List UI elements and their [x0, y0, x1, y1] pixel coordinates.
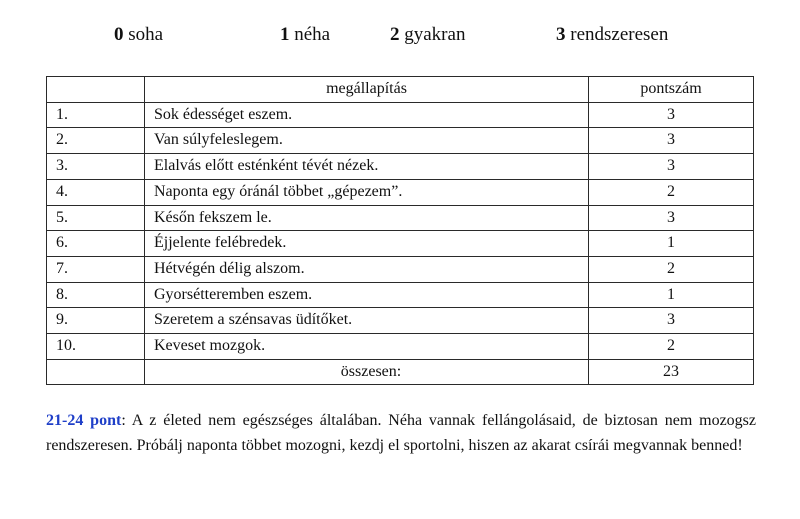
- row-statement: Van súlyfeleslegem.: [145, 128, 589, 154]
- table-row: [47, 334, 754, 360]
- column-header-score: pontszám: [589, 77, 754, 103]
- row-score: 2: [589, 256, 754, 282]
- survey-table: [46, 76, 754, 385]
- table-row: [47, 154, 754, 180]
- row-number: 5.: [47, 205, 145, 231]
- row-statement: Sok édességet eszem.: [145, 102, 589, 128]
- row-score: 2: [589, 179, 754, 205]
- row-number: 3.: [47, 154, 145, 180]
- row-score: 3: [589, 102, 754, 128]
- row-statement: Keveset mozgok.: [145, 334, 589, 360]
- row-statement: Későn fekszem le.: [145, 205, 589, 231]
- row-number: 2.: [47, 128, 145, 154]
- result-paragraph: [46, 408, 756, 458]
- row-statement: Szeretem a szénsavas üdítőket.: [145, 308, 589, 334]
- row-number: 9.: [47, 308, 145, 334]
- scale-label: néha: [294, 24, 331, 45]
- scale-number: 3: [556, 24, 566, 45]
- scale-item-0: [114, 24, 163, 46]
- result-score-range: 21-24 pont: [46, 412, 122, 429]
- scale-label: gyakran: [404, 24, 466, 45]
- total-value: 23: [589, 359, 754, 385]
- column-header-statement: megállapítás: [145, 77, 589, 103]
- table-row: [47, 102, 754, 128]
- row-statement: Naponta egy óránál többet „gépezem”.: [145, 179, 589, 205]
- scale-label: rendszeresen: [570, 24, 669, 45]
- scale-item-3: [556, 24, 668, 46]
- table-row: [47, 282, 754, 308]
- row-score: 3: [589, 205, 754, 231]
- scale-item-2: [390, 24, 465, 46]
- row-number: 8.: [47, 282, 145, 308]
- table-row: [47, 128, 754, 154]
- table-header-row: [47, 77, 754, 103]
- row-statement: Hétvégén délig alszom.: [145, 256, 589, 282]
- scale-item-1: [280, 24, 330, 46]
- row-score: 2: [589, 334, 754, 360]
- scale-number: 1: [280, 24, 290, 45]
- row-number: 10.: [47, 334, 145, 360]
- scale-number: 2: [390, 24, 400, 45]
- row-score: 1: [589, 231, 754, 257]
- total-label: összesen:: [145, 359, 589, 385]
- table-row: [47, 205, 754, 231]
- table-total-row: [47, 359, 754, 385]
- total-empty-cell: [47, 359, 145, 385]
- row-number: 4.: [47, 179, 145, 205]
- table-row: [47, 179, 754, 205]
- row-statement: Éjjelente felébredek.: [145, 231, 589, 257]
- row-number: 6.: [47, 231, 145, 257]
- table-row: [47, 231, 754, 257]
- row-score: 3: [589, 154, 754, 180]
- column-header-number: [47, 77, 145, 103]
- row-statement: Elalvás előtt esténként tévét nézek.: [145, 154, 589, 180]
- result-text: : A z életed nem egészséges általában. Néha vannak fellángolásaid, de biztosan nem mozogsz rendszeresen. Próbálj naponta többet mozogni, kezdj el sportolni, hiszen az akarat csírái megvannak benned!: [46, 412, 756, 454]
- row-number: 1.: [47, 102, 145, 128]
- row-score: 3: [589, 308, 754, 334]
- table-row: [47, 256, 754, 282]
- scale-label: soha: [128, 24, 164, 45]
- row-statement: Gyorsétteremben eszem.: [145, 282, 589, 308]
- row-score: 1: [589, 282, 754, 308]
- row-number: 7.: [47, 256, 145, 282]
- scale-number: 0: [114, 24, 124, 45]
- row-score: 3: [589, 128, 754, 154]
- table-row: [47, 308, 754, 334]
- rating-scale-legend: [0, 24, 800, 54]
